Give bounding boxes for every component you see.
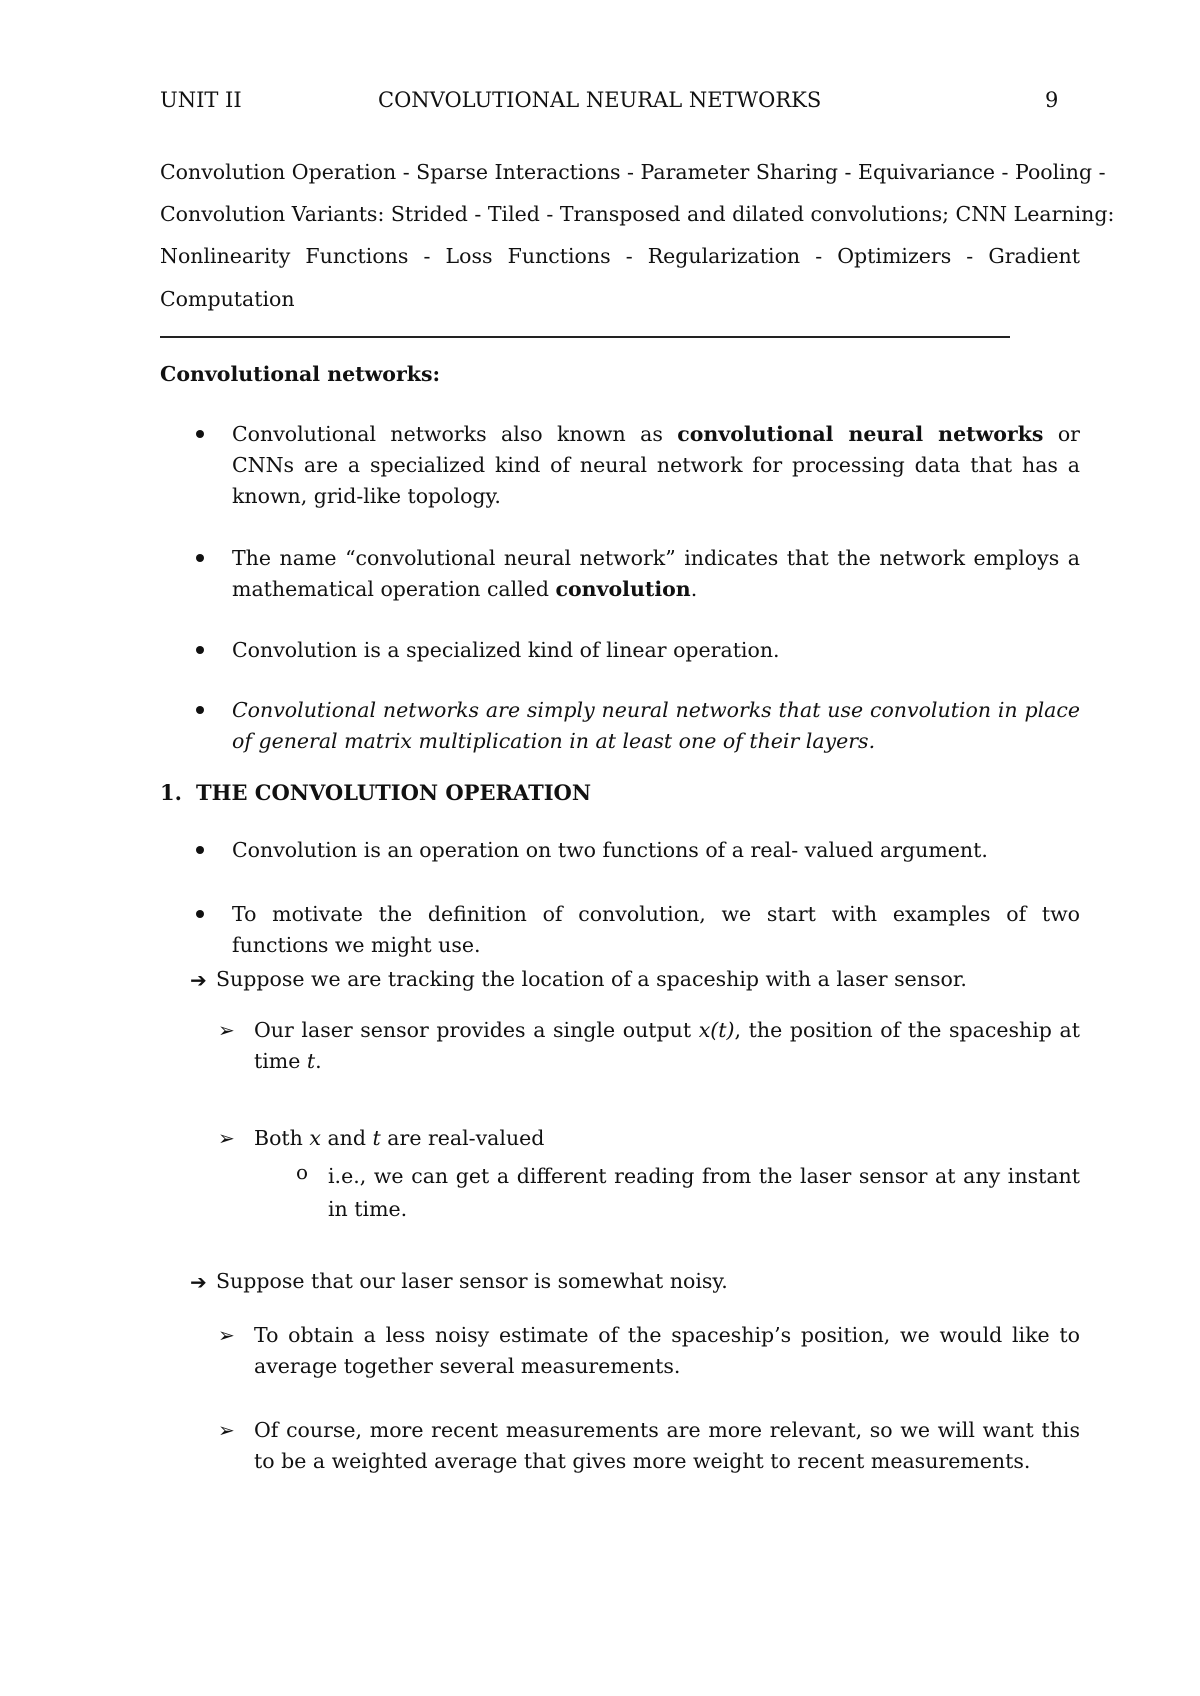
- syllabus-line: Convolution Variants: Strided - Tiled - Transposed and dilated convolutions; CNN Learning:: [160, 202, 1115, 226]
- bullet-icon: [196, 706, 204, 714]
- bullet-text: To motivate the definition of convolution, we start with examples of two functions we might use.: [232, 902, 1080, 957]
- triangle-bullet-icon: ➢: [218, 1323, 235, 1347]
- sub-item-text: Both x and t are real-valued: [254, 1126, 545, 1150]
- bullet-text: Convolutional networks are simply neural networks that use convolution in place of general matrix multiplication in at least one of their layers.: [232, 698, 1080, 753]
- section-title: THE CONVOLUTION OPERATION: [196, 780, 592, 805]
- sub-item-text: Our laser sensor provides a single output x(t), the position of the spaceship at time t.: [254, 1018, 1080, 1073]
- sub-item-text: Of course, more recent measurements are more relevant, so we will want this to be a weighted average that gives more weight to recent measurements.: [254, 1418, 1080, 1473]
- bullet-icon: [196, 646, 204, 654]
- bullet-text: Convolution is an operation on two functions of a real- valued argument.: [232, 838, 988, 862]
- syllabus-line: Computation: [160, 287, 295, 311]
- sub-item-text: To obtain a less noisy estimate of the spaceship’s position, we would like to average together several measurements.: [254, 1323, 1080, 1378]
- syllabus-line: Nonlinearity Functions - Loss Functions - Regularization - Optimizers - Gradient: [160, 244, 1080, 268]
- section-number: 1.: [160, 780, 182, 805]
- section-heading: Convolutional networks:: [160, 362, 441, 386]
- triangle-bullet-icon: ➢: [218, 1418, 235, 1442]
- syllabus-line: Convolution Operation - Sparse Interactions - Parameter Sharing - Equivariance - Pooling -: [160, 160, 1106, 184]
- circle-bullet-icon: o: [296, 1160, 309, 1184]
- bullet-icon: [196, 910, 204, 918]
- arrow-item-text: Suppose that our laser sensor is somewhat noisy.: [216, 1269, 728, 1293]
- bullet-icon: [196, 430, 204, 438]
- sub-sub-item-text: i.e., we can get a different reading from the laser sensor at any instant in time.: [328, 1164, 1080, 1221]
- triangle-bullet-icon: ➢: [218, 1018, 235, 1042]
- chapter-title: CONVOLUTIONAL NEURAL NETWORKS: [378, 88, 822, 112]
- arrow-item-text: Suppose we are tracking the location of a spaceship with a laser sensor.: [216, 967, 967, 991]
- bullet-text: Convolution is a specialized kind of linear operation.: [232, 638, 780, 662]
- bullet-icon: [196, 846, 204, 854]
- divider-rule: [160, 336, 1010, 338]
- arrow-right-icon: ➔: [190, 968, 207, 992]
- arrow-right-icon: ➔: [190, 1270, 207, 1294]
- unit-label: UNIT II: [160, 88, 242, 112]
- page-number: 9: [1045, 88, 1059, 112]
- triangle-bullet-icon: ➢: [218, 1126, 235, 1150]
- bullet-text: Convolutional networks also known as convolutional neural networks or CNNs are a specialized kind of neural network for processing data that has a known, grid-like topology.: [232, 422, 1080, 508]
- bullet-icon: [196, 554, 204, 562]
- bullet-text: The name “convolutional neural network” indicates that the network employs a mathematical operation called convolution.: [232, 546, 1080, 601]
